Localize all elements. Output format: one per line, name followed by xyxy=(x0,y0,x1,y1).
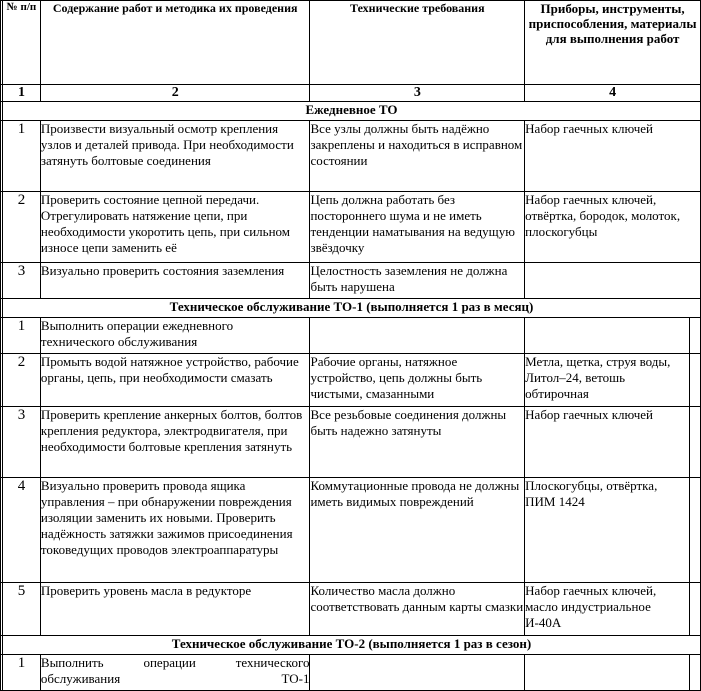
row-number: 2 xyxy=(2,354,40,407)
row-requirements: Рабочие органы, натяжное устройство, цепь должны быть чистыми, смазанными xyxy=(310,354,525,407)
table-row xyxy=(1,583,701,636)
row-tools xyxy=(525,318,690,354)
header-tools: Приборы, инструменты, приспособления, материалы для выполнения работ xyxy=(525,1,701,85)
section-title-row xyxy=(1,102,701,121)
row-tools xyxy=(525,263,701,299)
row-content: Проверить состояние цепной передачи. Отрегулировать натяжение цепи, при необходимости укоротить цепь, при сильном износе цепи заменить её xyxy=(40,192,310,263)
table-row xyxy=(1,354,701,407)
row-number: 3 xyxy=(2,263,40,299)
row-tools: Набор гаечных ключей xyxy=(525,407,690,478)
section-title: Техническое обслуживание ТО-2 (выполняется 1 раз в сезон) xyxy=(2,636,700,655)
row-requirements xyxy=(310,655,525,691)
row-content: Проверить уровень масла в редукторе xyxy=(40,583,310,636)
section-title: Ежедневное ТО xyxy=(2,102,700,121)
header-requirements: Технические требования xyxy=(310,1,525,85)
row-tools: Набор гаечных ключей xyxy=(525,121,701,192)
row-requirements: Цепь должна работать без постороннего шума и не иметь тенденции наматывания на ведущую звёздочку xyxy=(310,192,525,263)
column-number: 3 xyxy=(310,85,525,102)
column-number: 4 xyxy=(525,85,701,102)
section-title: Техническое обслуживание ТО-1 (выполняется 1 раз в месяц) xyxy=(2,299,700,318)
table-row xyxy=(1,192,701,263)
row-content: Промыть водой натяжное устройство, рабочие органы, цепь, при необходимости смазать xyxy=(40,354,310,407)
row-tools: Набор гаечных ключей, масло индустриальное И-40А xyxy=(525,583,690,636)
row-tools: Набор гаечных ключей, отвёртка, бородок, молоток, плоскогубцы xyxy=(525,192,701,263)
table-header xyxy=(1,1,701,85)
header-num: № п/п xyxy=(2,1,40,85)
row-requirements: Все резьбовые соединения должны быть надежно затянуты xyxy=(310,407,525,478)
row-content: Выполнить операции ежедневного технического обслуживания xyxy=(40,318,310,354)
section-title-row xyxy=(1,636,701,655)
row-number: 1 xyxy=(2,121,40,192)
column-number: 2 xyxy=(40,85,310,102)
table-row xyxy=(1,478,701,583)
row-content: Визуально проверить провода ящика управления – при обнаружении повреждения изоляции заменить их новыми. Проверить надёжность затяжки зажимов присоединения токоведущих проводов электроаппаратуры xyxy=(40,478,310,583)
table-row xyxy=(1,121,701,192)
row-number: 1 xyxy=(2,318,40,354)
table-row xyxy=(1,318,701,354)
row-number: 3 xyxy=(2,407,40,478)
row-requirements xyxy=(310,318,525,354)
row-content: Проверить крепление анкерных болтов, болтов крепления редуктора, электродвигателя, при необходимости болтовые крепления затянуть xyxy=(40,407,310,478)
table-row xyxy=(1,263,701,299)
row-requirements: Коммутационные провода не должны иметь видимых повреждений xyxy=(310,478,525,583)
row-content: Выполнить операции технического обслуживания ТО-1 xyxy=(40,655,310,691)
column-number: 1 xyxy=(2,85,40,102)
row-number: 1 xyxy=(2,655,40,691)
row-tools: Плоскогубцы, отвёртка, ПИМ 1424 xyxy=(525,478,690,583)
section-title-row xyxy=(1,299,701,318)
column-numbers-row xyxy=(1,85,701,102)
header-content: Содержание работ и методика их проведения xyxy=(40,1,310,85)
row-number: 2 xyxy=(2,192,40,263)
row-requirements: Все узлы должны быть надёжно закреплены и находиться в исправном состоянии xyxy=(310,121,525,192)
row-tools xyxy=(525,655,690,691)
table-row xyxy=(1,655,701,691)
row-number: 4 xyxy=(2,478,40,583)
row-number: 5 xyxy=(2,583,40,636)
row-requirements: Количество масла должно соответствовать данным карты смазки xyxy=(310,583,525,636)
row-content: Визуально проверить состояния заземления xyxy=(40,263,310,299)
row-requirements: Целостность заземления не должна быть нарушена xyxy=(310,263,525,299)
row-tools: Метла, щетка, струя воды, Литол–24, ветошь обтирочная xyxy=(525,354,690,407)
table-row xyxy=(1,407,701,478)
row-content: Произвести визуальный осмотр крепления узлов и деталей привода. При необходимости затянуть болтовые соединения xyxy=(40,121,310,192)
